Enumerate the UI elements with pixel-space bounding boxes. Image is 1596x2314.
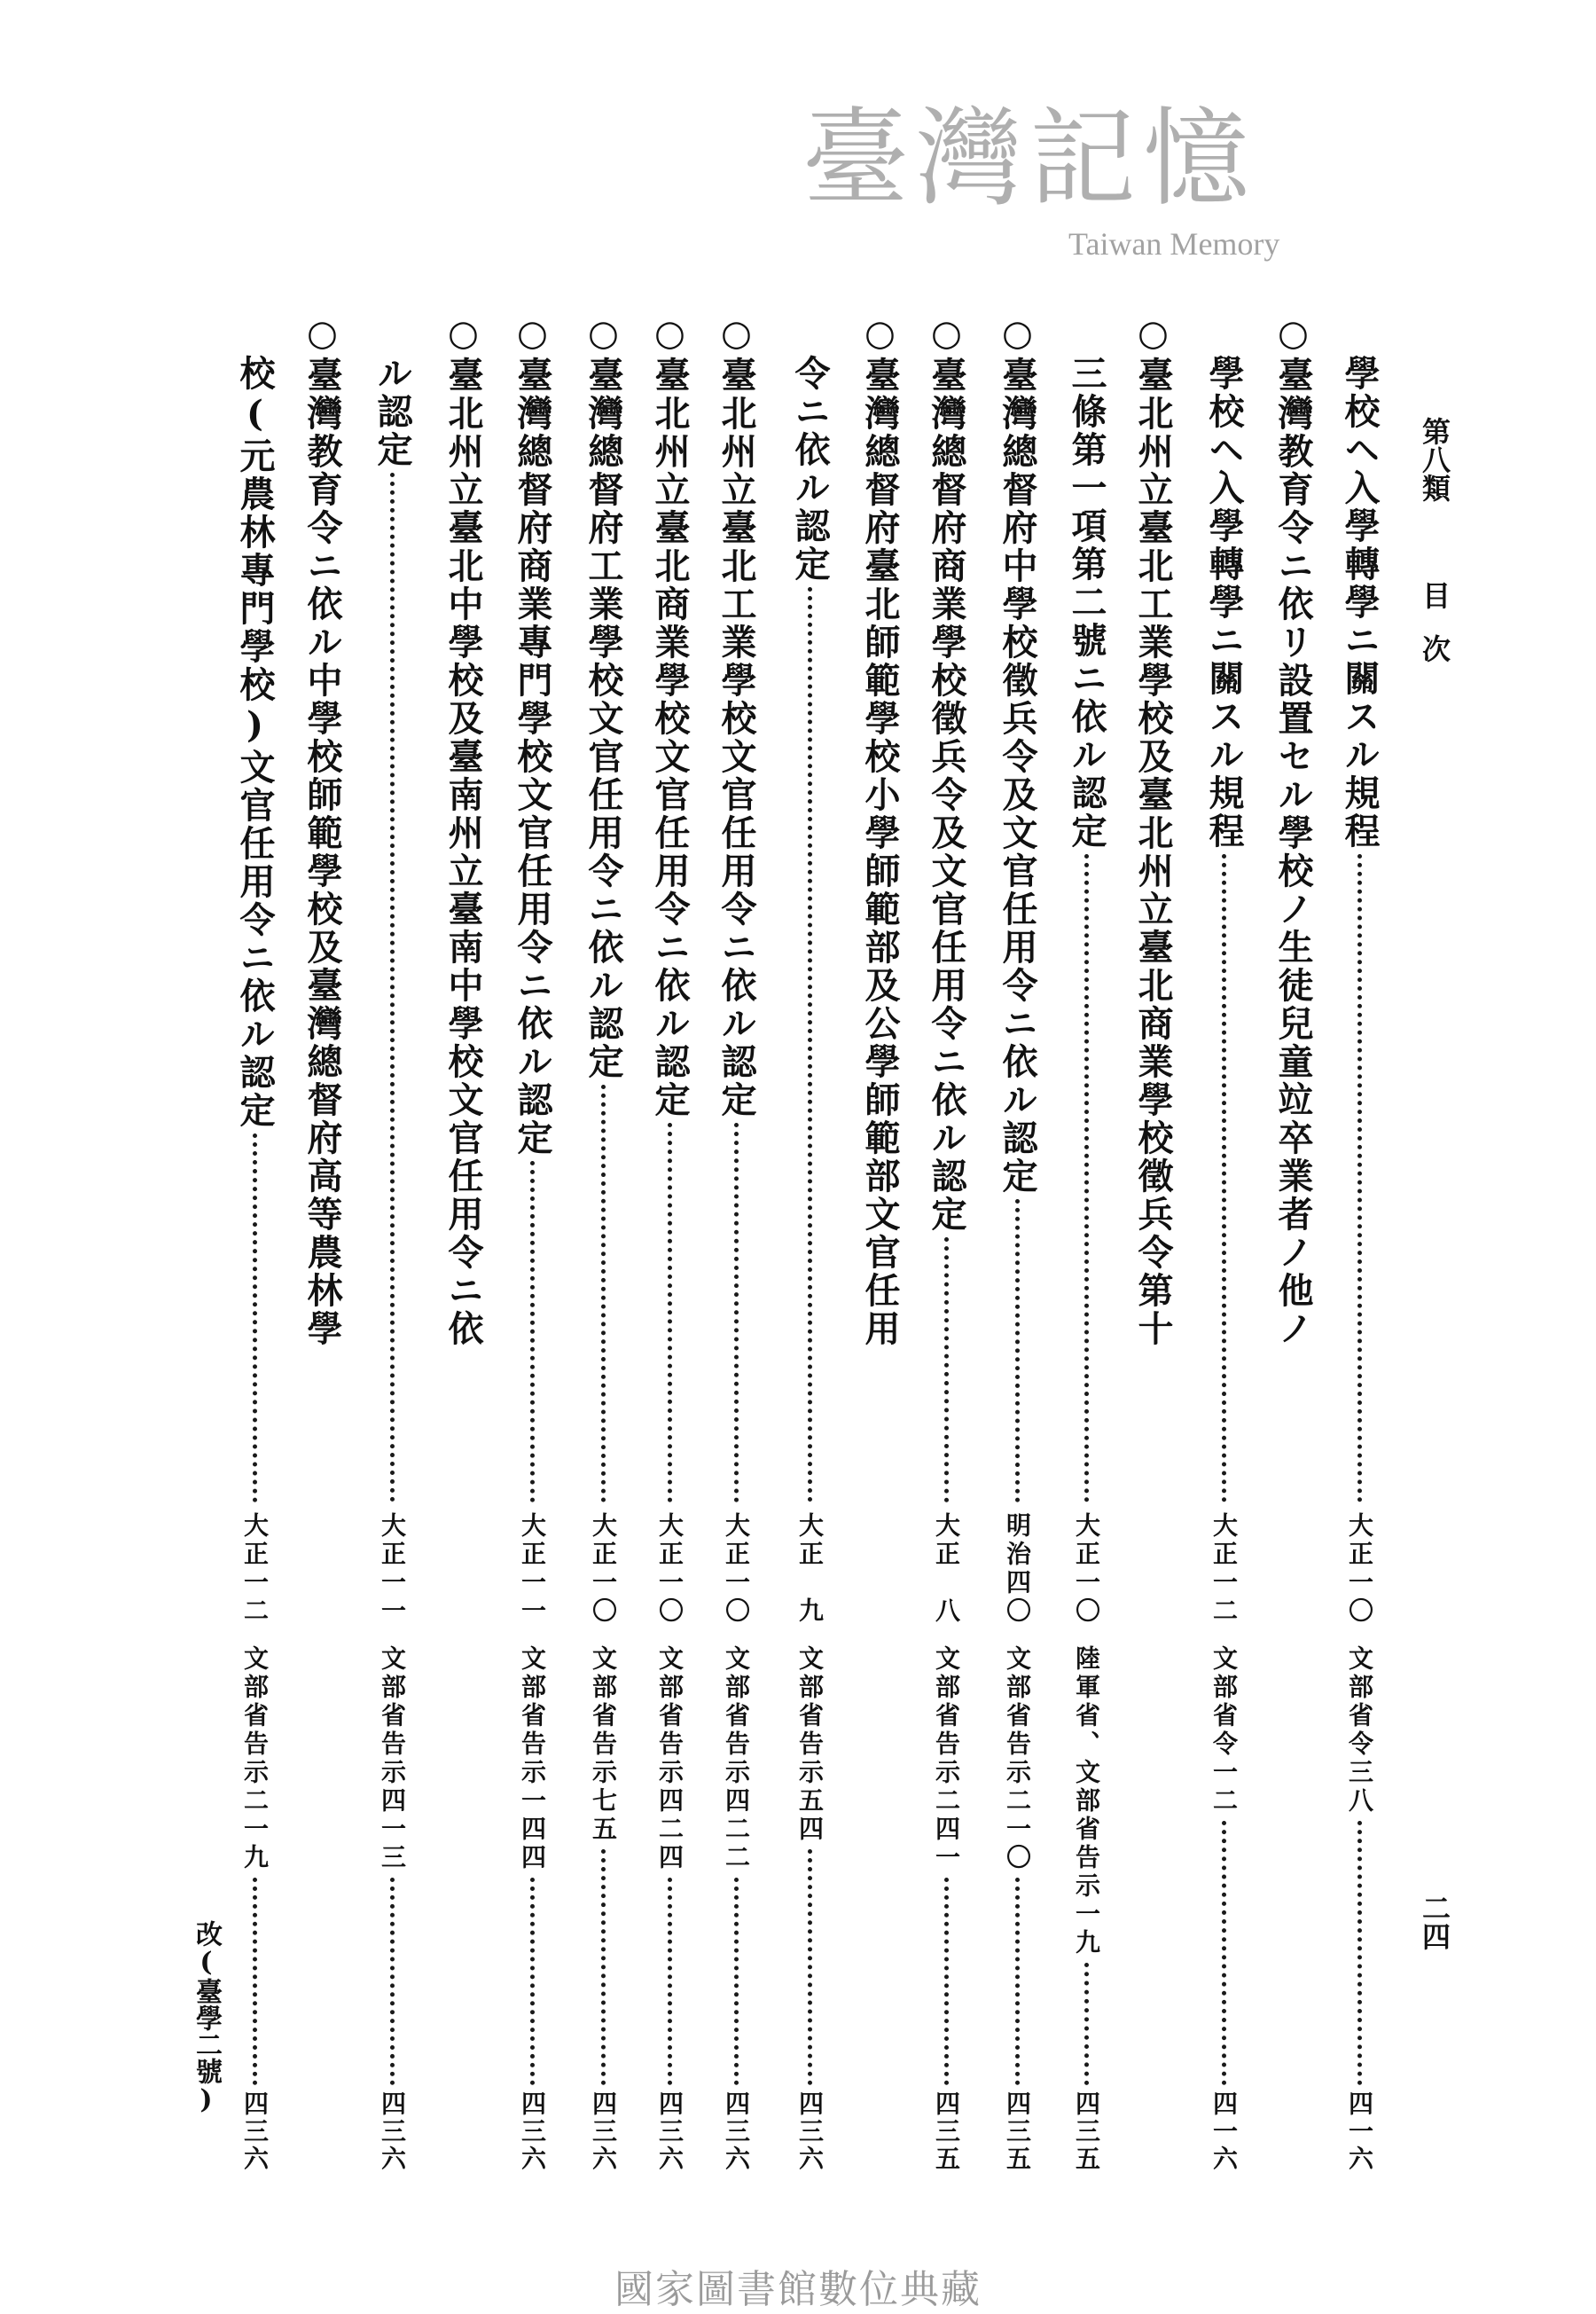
toc-entry-reference [1342, 1512, 1377, 2173]
entry-title: 校(元農林專門學校)文官任用令ニ依ル認定 [234, 355, 276, 1130]
toc-entry-line [925, 312, 967, 1508]
entry-page: 四三六 [378, 2090, 407, 2173]
dot-leader [390, 1878, 395, 2085]
entry-document-number: 文部省告示一四四 [518, 1645, 547, 1872]
dot-leader [1222, 854, 1226, 1502]
toc-entry-line [1271, 312, 1314, 1377]
dot-leader [734, 1878, 739, 2085]
dot-leader [1015, 1878, 1020, 2085]
toc-entry-line [371, 355, 413, 1508]
entry-title: ○臺灣總督府工業學校文官任用令ニ依ル認定 [583, 312, 624, 1081]
dot-leader [1357, 854, 1362, 1502]
entry-document-number: 陸軍省、文部省告示一九 [1072, 1645, 1101, 1957]
toc-entry-line [1131, 312, 1174, 1377]
dot-leader [601, 1085, 606, 1502]
dot-leader [1084, 854, 1089, 1502]
entry-title: 三條第一項第二號ニ依ル認定 [1066, 355, 1107, 851]
toc-entry-reference [585, 1512, 621, 2173]
entry-title: ○臺北州立臺北中學校及臺南州立臺南中學校文官任用令ニ依 [442, 312, 484, 1348]
entry-document-number: 文部省告示二四一 [932, 1645, 961, 1872]
entry-document-number: 文部省告示四一三 [378, 1645, 407, 1872]
toc-entry-line [1338, 355, 1381, 1508]
toc-entry-line [648, 312, 691, 1508]
entry-page: 四三五 [932, 2090, 961, 2173]
revision-note: 改(臺學二號) [191, 1920, 222, 2115]
dot-leader [601, 1849, 606, 2085]
category-heading: 第八類 [1418, 417, 1451, 502]
toc-entry-line [582, 312, 624, 1508]
entry-title: 令ニ依ル認定 [789, 355, 831, 584]
dot-leader [1222, 1821, 1226, 2085]
entry-date: 大正 八 [932, 1512, 961, 1626]
entry-page: 四三六 [655, 2090, 685, 2173]
dot-leader [1357, 1821, 1362, 2085]
toc-entry-reference [237, 1512, 272, 2173]
entry-page: 四三五 [1003, 2090, 1032, 2173]
entry-page: 四一六 [1209, 2090, 1239, 2173]
toc-entry-line [1065, 355, 1107, 1508]
entry-title: ○臺灣教育令ニ依リ設置セル學校ノ生徒兒童竝卒業者ノ他ノ [1272, 312, 1314, 1348]
toc-entry-reference [999, 1512, 1035, 2173]
toc-entry-line [442, 312, 484, 1377]
dot-leader [1084, 1963, 1089, 2085]
dot-leader [253, 1133, 257, 1502]
entry-document-number: 文部省告示四二二 [722, 1645, 751, 1872]
entry-document-number: 文部省告示二一九 [240, 1645, 270, 1872]
taiwan-memory-watermark [802, 98, 1299, 275]
entry-document-number: 文部省告示七五 [589, 1645, 618, 1844]
entry-date: 大正一二 [1209, 1512, 1239, 1626]
entry-page: 四三五 [1072, 2090, 1101, 2173]
entry-page: 四三六 [518, 2090, 547, 2173]
watermark-logo-text: 臺灣記憶 [802, 98, 1256, 221]
entry-page: 四一六 [1345, 2090, 1374, 2173]
entry-page: 四三六 [722, 2090, 751, 2173]
entry-date: 明治四〇 [1003, 1512, 1032, 1626]
entry-title: 學校ヘ入學轉學ニ關スル規程 [1203, 355, 1245, 851]
watermark-logo-subtext: Taiwan Memory [1068, 226, 1280, 262]
page-number: 二四 [1418, 1894, 1451, 1950]
entry-title: ○臺灣教育令ニ依ル中學校師範學校及臺灣總督府高等農林學 [301, 312, 343, 1348]
dot-leader [668, 1123, 672, 1502]
entry-title: ル認定 [372, 355, 413, 469]
dot-leader [530, 1161, 535, 1502]
dot-leader [808, 587, 812, 1502]
toc-entry-line [788, 355, 831, 1508]
entry-page: 四三六 [589, 2090, 618, 2173]
toc-entry-reference [514, 1512, 550, 2173]
toc-heading-2: 次 [1418, 634, 1451, 663]
entry-document-number: 文部省告示四二四 [655, 1645, 685, 1872]
entry-title: ○臺北州立臺北商業學校文官任用令ニ依ル認定 [649, 312, 691, 1119]
toc-heading-1: 目 [1418, 581, 1451, 609]
toc-entry-reference [652, 1512, 687, 2173]
toc-entry-line [1202, 355, 1245, 1508]
dot-leader [944, 1878, 949, 2085]
toc-entry-line [233, 355, 276, 1508]
dot-leader [390, 473, 395, 1502]
entry-document-number: 文部省令三八 [1345, 1645, 1374, 1816]
toc-entry-reference [1068, 1512, 1104, 2173]
entry-document-number: 文部省令一二 [1209, 1645, 1239, 1816]
toc-entry-reference [792, 1512, 827, 2173]
entry-title: ○臺灣總督府中學校徵兵令及文官任用令ニ依ル認定 [997, 312, 1038, 1196]
entry-date: 大正一一 [518, 1512, 547, 1626]
entry-date: 大正 九 [795, 1512, 825, 1626]
dot-leader [734, 1123, 739, 1502]
dot-leader [1015, 1199, 1020, 1502]
dot-leader [253, 1878, 257, 2085]
toc-entry-line [858, 312, 901, 1377]
toc-entry-reference [718, 1512, 754, 2173]
entry-date: 大正一一 [378, 1512, 407, 1626]
entry-title: ○臺灣總督府商業學校徵兵令及文官任用令ニ依ル認定 [926, 312, 967, 1234]
entry-date: 大正一〇 [722, 1512, 751, 1626]
entry-date: 大正一〇 [589, 1512, 618, 1626]
entry-title: ○臺灣總督府臺北師範學校小學師範部及公學師範部文官任用 [859, 312, 901, 1348]
entry-date: 大正一二 [240, 1512, 270, 1626]
dot-leader [944, 1237, 949, 1502]
entry-date: 大正一〇 [1345, 1512, 1374, 1626]
entry-document-number: 文部省告示二一〇 [1003, 1645, 1032, 1872]
entry-document-number: 文部省告示五四 [795, 1645, 825, 1844]
entry-title: ○臺灣總督府商業專門學校文官任用令ニ依ル認定 [512, 312, 553, 1157]
toc-entry-reference [1206, 1512, 1241, 2173]
dot-leader [530, 1878, 535, 2085]
entry-title: ○臺北州立臺北工業學校文官任用令ニ依ル認定 [716, 312, 757, 1119]
entry-date: 大正一〇 [1072, 1512, 1101, 1626]
toc-entry-line [715, 312, 757, 1508]
toc-entry-reference [374, 1512, 410, 2173]
dot-leader [668, 1878, 672, 2085]
entry-date: 大正一〇 [655, 1512, 685, 1626]
entry-page: 四三六 [795, 2090, 825, 2173]
toc-entry-reference [928, 1512, 964, 2173]
entry-title: ○臺北州立臺北工業學校及臺北州立臺北商業學校徵兵令第十 [1132, 312, 1174, 1348]
dot-leader [808, 1849, 812, 2085]
toc-entry-line [996, 312, 1038, 1508]
entry-title: 學校ヘ入學轉學ニ關スル規程 [1339, 355, 1381, 851]
toc-entry-line [301, 312, 343, 1377]
entry-page: 四三六 [240, 2090, 270, 2173]
library-credit: 國家圖書館數位典藏 [614, 2267, 982, 2312]
toc-entry-line [511, 312, 553, 1508]
